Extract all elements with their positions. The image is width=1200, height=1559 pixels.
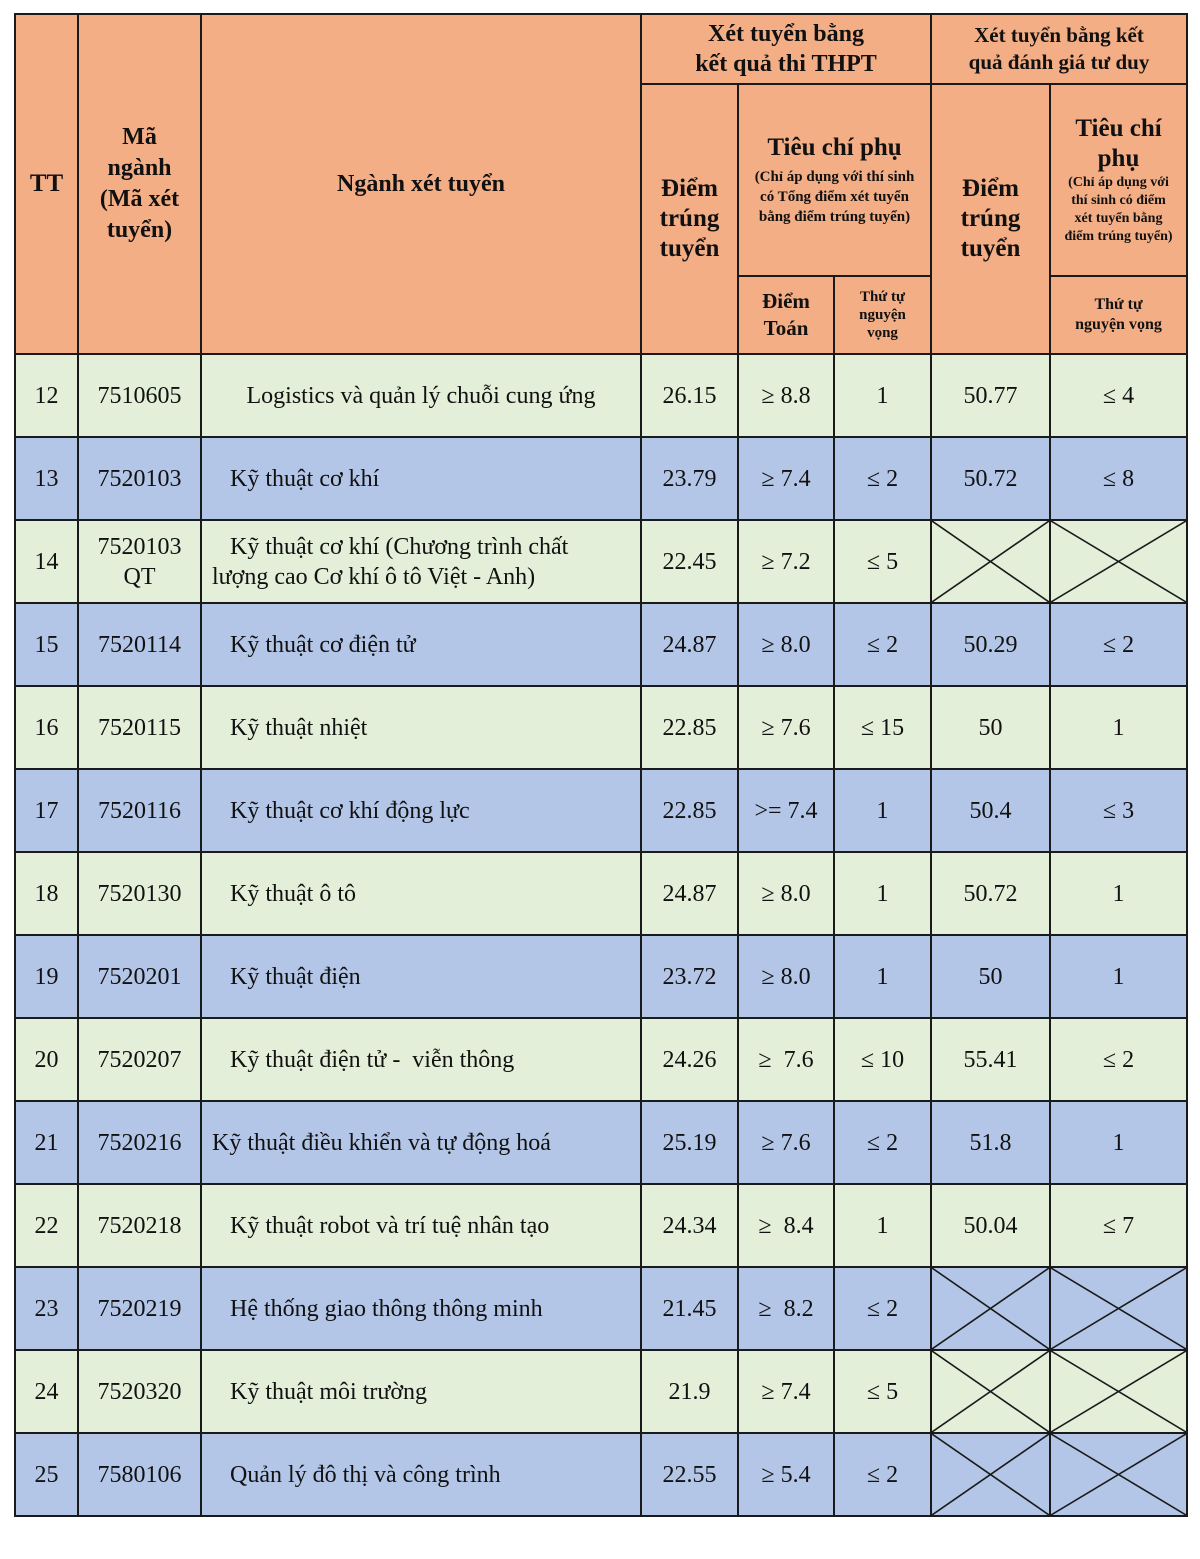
cell-thu-tu-nv-tduy: ≤ 8 <box>1050 437 1187 520</box>
cell-diem-toan: ≥ 7.2 <box>738 520 834 603</box>
cell-thu-tu-nv: ≤ 5 <box>834 1350 931 1433</box>
header-thu-tu-line: nguyện <box>859 307 906 323</box>
cell-diem-tduy: 50 <box>931 686 1050 769</box>
cell-nganh: Kỹ thuật cơ khí động lực <box>201 769 641 852</box>
cell-diem-thpt: 23.79 <box>641 437 738 520</box>
cell-not-applicable <box>931 520 1050 603</box>
cell-nganh: Kỹ thuật điện tử - viễn thông <box>201 1018 641 1101</box>
cell-ma-nganh: 7520216 <box>78 1101 201 1184</box>
cell-nganh <box>201 520 641 603</box>
header-diem-line: tuyển <box>960 235 1021 262</box>
table-row <box>15 354 1187 437</box>
header-tieu-chi-title: Tiêu chí phụ <box>767 134 902 161</box>
cell-thu-tu-nv: 1 <box>834 1184 931 1267</box>
header-tt: TT <box>15 14 78 354</box>
cell-not-applicable <box>1050 1267 1187 1350</box>
header-diem-toan <box>738 276 834 354</box>
cell-ma-nganh: 7520103 <box>78 437 201 520</box>
header-diem-line: trúng <box>659 205 720 232</box>
cell-tt: 19 <box>15 935 78 1018</box>
cross-mark-icon <box>932 1268 1049 1349</box>
cell-nganh: Kỹ thuật điện <box>201 935 641 1018</box>
header-thu-tu-nv-tduy <box>1050 276 1187 354</box>
cell-thu-tu-nv-tduy: 1 <box>1050 935 1187 1018</box>
header-ma-nganh <box>78 14 201 354</box>
header-tieu-chi-note: (Chỉ áp dụng với thí sinh có Tổng điểm xét tuyển bằng điểm trúng tuyển) <box>754 169 915 225</box>
cell-diem-toan: ≥ 8.8 <box>738 354 834 437</box>
cell-diem-tduy: 51.8 <box>931 1101 1050 1184</box>
table-row <box>15 1433 1187 1516</box>
cell-nganh: Kỹ thuật cơ khí <box>201 437 641 520</box>
cell-ma-nganh <box>78 520 201 603</box>
cell-tt: 21 <box>15 1101 78 1184</box>
cell-diem-thpt: 22.85 <box>641 686 738 769</box>
cell-ma-nganh: 7520207 <box>78 1018 201 1101</box>
cell-diem-tduy: 50.04 <box>931 1184 1050 1267</box>
cell-diem-thpt: 26.15 <box>641 354 738 437</box>
header-diem-trung-tuyen-thpt <box>641 84 738 354</box>
header-tduy-group-line: Xét tuyển bằng kết <box>974 23 1144 47</box>
cell-ma-nganh: 7580106 <box>78 1433 201 1516</box>
cell-diem-tduy: 50.72 <box>931 852 1050 935</box>
cell-diem-tduy: 50.77 <box>931 354 1050 437</box>
cell-not-applicable <box>1050 1350 1187 1433</box>
cell-not-applicable <box>1050 1433 1187 1516</box>
table-header <box>15 14 1187 354</box>
cell-thu-tu-nv: 1 <box>834 852 931 935</box>
cross-mark-icon <box>932 1351 1049 1432</box>
cell-tt: 23 <box>15 1267 78 1350</box>
header-ma-nganh-line: (Mã xét <box>99 186 180 212</box>
cell-tt: 14 <box>15 520 78 603</box>
cell-diem-thpt: 24.87 <box>641 852 738 935</box>
cell-thu-tu-nv: ≤ 2 <box>834 1433 931 1516</box>
cell-thu-tu-nv: ≤ 2 <box>834 1101 931 1184</box>
cross-mark-icon <box>1051 1351 1186 1432</box>
cell-diem-toan: ≥ 8.0 <box>738 603 834 686</box>
header-diem-trung-tuyen-tduy <box>931 84 1050 354</box>
header-tieu-chi-title-line: Tiêu chí <box>1075 115 1162 142</box>
header-diem-line: Điểm <box>962 175 1019 202</box>
cell-diem-tduy: 50.4 <box>931 769 1050 852</box>
header-diem-line: trúng <box>960 205 1021 232</box>
cell-diem-tduy: 55.41 <box>931 1018 1050 1101</box>
cell-ma-nganh-line: 7520103 <box>97 533 182 560</box>
cell-ma-nganh: 7510605 <box>78 354 201 437</box>
cell-diem-toan: ≥ 7.6 <box>738 1101 834 1184</box>
header-thu-tu-line: Thứ tự <box>859 289 906 305</box>
cell-diem-toan: ≥ 5.4 <box>738 1433 834 1516</box>
cell-thu-tu-nv: 1 <box>834 935 931 1018</box>
cell-thu-tu-nv-tduy: ≤ 2 <box>1050 1018 1187 1101</box>
cell-nganh: Logistics và quản lý chuỗi cung ứng <box>201 354 641 437</box>
cell-thu-tu-nv: ≤ 15 <box>834 686 931 769</box>
cell-diem-thpt: 25.19 <box>641 1101 738 1184</box>
cell-thu-tu-nv-tduy: ≤ 3 <box>1050 769 1187 852</box>
cell-diem-toan: ≥ 7.4 <box>738 1350 834 1433</box>
header-tduy-group-line: quả đánh giá tư duy <box>968 50 1150 74</box>
cell-nganh: Kỹ thuật điều khiển và tự động hoá <box>201 1101 641 1184</box>
cross-mark-icon <box>932 521 1049 602</box>
cell-diem-thpt: 22.85 <box>641 769 738 852</box>
cell-diem-thpt: 22.45 <box>641 520 738 603</box>
cell-diem-toan: ≥ 8.4 <box>738 1184 834 1267</box>
cell-thu-tu-nv-tduy: ≤ 2 <box>1050 603 1187 686</box>
cell-nganh-line: lượng cao Cơ khí ô tô Việt - Anh) <box>212 563 536 590</box>
table-row <box>15 603 1187 686</box>
header-tieu-chi-phu-tduy <box>1050 84 1187 276</box>
cell-diem-thpt: 23.72 <box>641 935 738 1018</box>
cell-nganh: Kỹ thuật cơ điện tử <box>201 603 641 686</box>
header-nganh: Ngành xét tuyển <box>201 14 641 354</box>
header-thu-tu-line: vọng <box>867 325 898 341</box>
cell-ma-nganh: 7520116 <box>78 769 201 852</box>
cell-diem-thpt: 21.9 <box>641 1350 738 1433</box>
cell-tt: 16 <box>15 686 78 769</box>
table-row <box>15 1101 1187 1184</box>
cell-tt: 18 <box>15 852 78 935</box>
cell-thu-tu-nv: ≤ 2 <box>834 437 931 520</box>
header-thpt-group-line: kết quả thi THPT <box>695 51 877 77</box>
cell-thu-tu-nv: 1 <box>834 769 931 852</box>
table-row <box>15 520 1187 603</box>
header-tieu-chi-title-line: phụ <box>1097 145 1140 172</box>
cell-nganh: Kỹ thuật ô tô <box>201 852 641 935</box>
cell-not-applicable <box>931 1267 1050 1350</box>
cell-ma-nganh: 7520114 <box>78 603 201 686</box>
header-diem-line: Điểm <box>661 175 718 202</box>
header-thu-tu-nv <box>834 276 931 354</box>
header-thpt-group-line: Xét tuyển bằng <box>707 21 864 47</box>
cell-ma-nganh: 7520218 <box>78 1184 201 1267</box>
cell-diem-toan: ≥ 7.4 <box>738 437 834 520</box>
header-diem-toan-line: Toán <box>763 316 809 340</box>
cell-nganh: Kỹ thuật robot và trí tuệ nhân tạo <box>201 1184 641 1267</box>
cell-ma-nganh: 7520115 <box>78 686 201 769</box>
table-row <box>15 1184 1187 1267</box>
admission-table-wrapper <box>14 13 1188 1517</box>
cell-thu-tu-nv-tduy: ≤ 7 <box>1050 1184 1187 1267</box>
cell-nganh: Hệ thống giao thông thông minh <box>201 1267 641 1350</box>
cell-ma-nganh-line: QT <box>123 563 156 590</box>
header-diem-line: tuyển <box>659 235 720 262</box>
cell-diem-thpt: 24.34 <box>641 1184 738 1267</box>
header-tduy-group <box>931 14 1187 84</box>
cell-diem-thpt: 24.87 <box>641 603 738 686</box>
cell-ma-nganh: 7520130 <box>78 852 201 935</box>
cell-ma-nganh: 7520320 <box>78 1350 201 1433</box>
table-row <box>15 1018 1187 1101</box>
cell-thu-tu-nv: ≤ 5 <box>834 520 931 603</box>
cell-thu-tu-nv: ≤ 10 <box>834 1018 931 1101</box>
cell-diem-toan: >= 7.4 <box>738 769 834 852</box>
cell-tt: 15 <box>15 603 78 686</box>
header-tieu-chi-phu-thpt <box>738 84 931 276</box>
cell-thu-tu-nv: ≤ 2 <box>834 603 931 686</box>
cell-diem-toan: ≥ 8.0 <box>738 852 834 935</box>
cell-ma-nganh: 7520219 <box>78 1267 201 1350</box>
cell-tt: 13 <box>15 437 78 520</box>
header-ma-nganh-line: tuyển) <box>106 217 173 243</box>
table-row <box>15 769 1187 852</box>
header-thu-tu-line: nguyện vọng <box>1075 316 1162 333</box>
cell-not-applicable <box>1050 520 1187 603</box>
cell-diem-tduy: 50 <box>931 935 1050 1018</box>
cell-diem-thpt: 24.26 <box>641 1018 738 1101</box>
cross-mark-icon <box>932 1434 1049 1515</box>
cell-diem-tduy: 50.72 <box>931 437 1050 520</box>
cross-mark-icon <box>1051 1268 1186 1349</box>
cell-nganh: Quản lý đô thị và công trình <box>201 1433 641 1516</box>
cell-thu-tu-nv-tduy: 1 <box>1050 1101 1187 1184</box>
cell-thu-tu-nv-tduy: ≤ 4 <box>1050 354 1187 437</box>
cell-thu-tu-nv: ≤ 2 <box>834 1267 931 1350</box>
cell-diem-tduy: 50.29 <box>931 603 1050 686</box>
cell-nganh: Kỹ thuật môi trường <box>201 1350 641 1433</box>
cell-nganh: Kỹ thuật nhiệt <box>201 686 641 769</box>
cell-tt: 22 <box>15 1184 78 1267</box>
header-ma-nganh-line: ngành <box>107 155 172 181</box>
cross-mark-icon <box>1051 521 1186 602</box>
header-diem-toan-line: Điểm <box>762 289 810 313</box>
table-body <box>15 354 1187 1516</box>
table-row <box>15 686 1187 769</box>
cell-tt: 25 <box>15 1433 78 1516</box>
cell-tt: 17 <box>15 769 78 852</box>
cell-diem-toan: ≥ 8.2 <box>738 1267 834 1350</box>
header-thpt-group <box>641 14 931 84</box>
table-row <box>15 1267 1187 1350</box>
cell-tt: 20 <box>15 1018 78 1101</box>
cell-not-applicable <box>931 1433 1050 1516</box>
table-row <box>15 852 1187 935</box>
cell-thu-tu-nv-tduy: 1 <box>1050 852 1187 935</box>
cell-diem-toan: ≥ 8.0 <box>738 935 834 1018</box>
cell-thu-tu-nv: 1 <box>834 354 931 437</box>
cell-tt: 12 <box>15 354 78 437</box>
table-row <box>15 935 1187 1018</box>
cross-mark-icon <box>1051 1434 1186 1515</box>
header-ma-nganh-line: Mã <box>122 124 157 150</box>
cell-ma-nganh: 7520201 <box>78 935 201 1018</box>
header-thu-tu-line: Thứ tự <box>1094 296 1143 313</box>
cell-not-applicable <box>931 1350 1050 1433</box>
cell-diem-toan: ≥ 7.6 <box>738 1018 834 1101</box>
cell-nganh-line: Kỹ thuật cơ khí (Chương trình chất <box>230 533 569 560</box>
cell-diem-thpt: 21.45 <box>641 1267 738 1350</box>
cell-tt: 24 <box>15 1350 78 1433</box>
table-row <box>15 1350 1187 1433</box>
cell-thu-tu-nv-tduy: 1 <box>1050 686 1187 769</box>
header-tieu-chi-note: (Chỉ áp dụng với thí sinh có điểm xét tuyển bằng điểm trúng tuyển) <box>1064 175 1173 244</box>
cell-diem-thpt: 22.55 <box>641 1433 738 1516</box>
admission-scores-table <box>14 13 1188 1517</box>
table-row <box>15 437 1187 520</box>
cell-diem-toan: ≥ 7.6 <box>738 686 834 769</box>
